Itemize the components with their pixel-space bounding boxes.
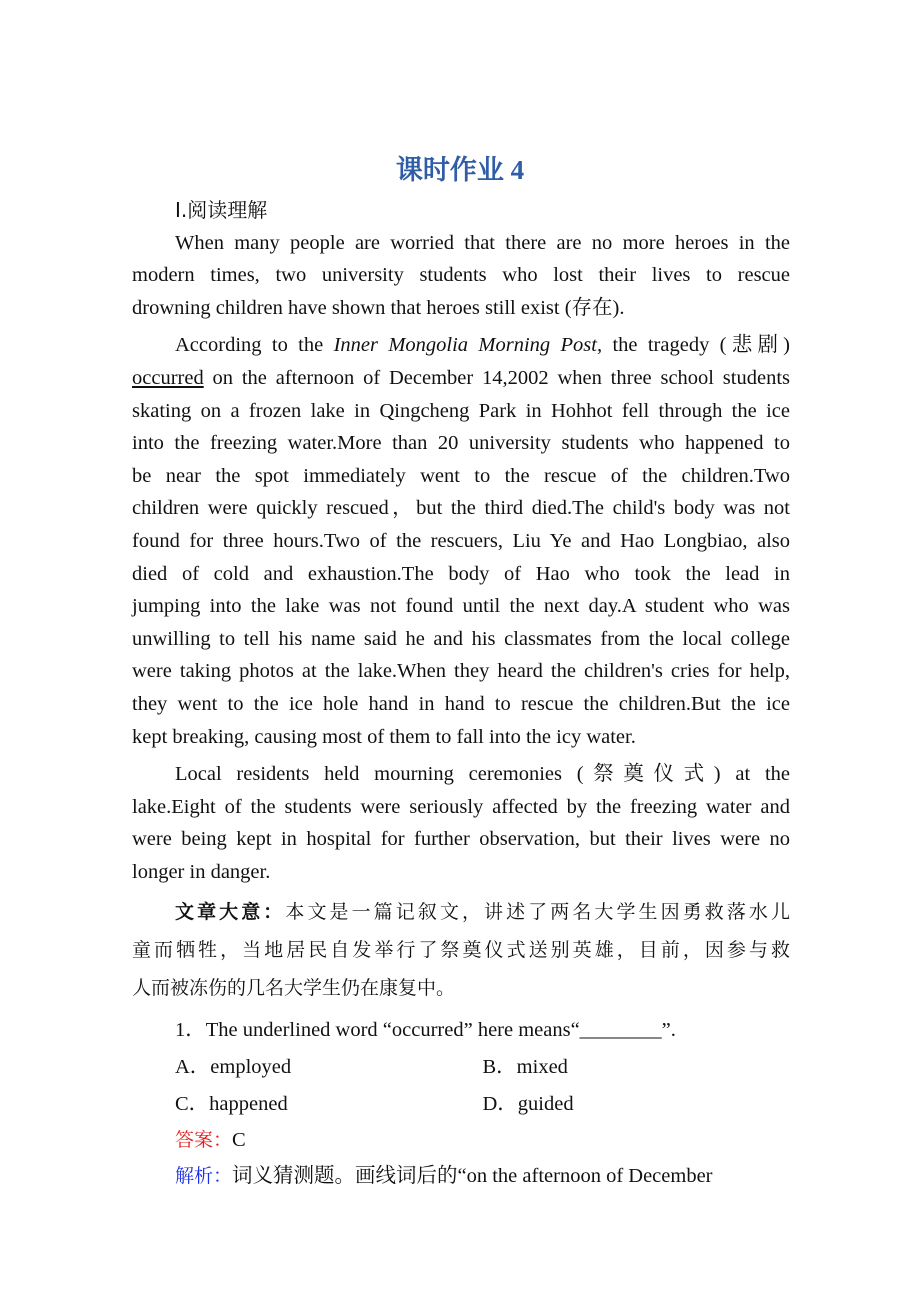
text-line bbox=[132, 362, 790, 395]
analysis-line bbox=[132, 1158, 790, 1194]
text: 本文是一篇记叙文，讲述了两名大学生因勇救落水儿 bbox=[285, 901, 790, 924]
text-line: died of cold and exhaustion.The body of Hao who took the lead in bbox=[132, 562, 790, 585]
text: According to the bbox=[175, 334, 334, 357]
text-line: drowning children have shown that heroes still exist (存在). bbox=[132, 296, 625, 319]
paragraph-1 bbox=[132, 227, 790, 325]
text-line: kept breaking, causing most of them to fall into the icy water. bbox=[132, 725, 636, 748]
option-d: D．guided bbox=[482, 1092, 574, 1115]
text-line: skating on a frozen lake in Qingcheng Park in Hohhot fell through the ice bbox=[132, 399, 790, 422]
underlined-word: occurred bbox=[132, 366, 204, 389]
text-line: found for three hours.Two of the rescuers, Liu Ye and Hao Longbiao, also bbox=[132, 529, 790, 552]
text-line: 人而被冻伤的几名大学生仍在康复中。 bbox=[132, 977, 456, 1000]
option-b: B．mixed bbox=[482, 1056, 568, 1079]
analysis-text: 词义猜测题。画线词后的“on the afternoon of December bbox=[232, 1165, 713, 1188]
answer-label: 答案： bbox=[175, 1129, 233, 1152]
text-line: 童而牺牲，当地居民自发举行了祭奠仪式送别英雄，目前，因参与救 bbox=[132, 939, 790, 962]
options-row bbox=[132, 1049, 790, 1086]
answer-line bbox=[132, 1122, 790, 1158]
paragraph-2 bbox=[132, 329, 790, 753]
paragraph-3 bbox=[132, 758, 790, 888]
text-line: were taking photos at the lake.When they heard the children's cries for help, bbox=[132, 660, 790, 683]
text-line: Local residents held mourning ceremonies (祭奠仪式) at the bbox=[175, 763, 790, 786]
page-title: 课时作业 4 bbox=[395, 155, 525, 185]
document-body bbox=[132, 194, 790, 1194]
text-line bbox=[132, 329, 790, 362]
summary-label: 文章大意： bbox=[175, 901, 286, 924]
text-line: children were quickly rescued，but the third died.The child's body was not bbox=[132, 497, 790, 520]
options-row bbox=[132, 1086, 790, 1123]
text-line: they went to the ice hole hand in hand to rescue the children.But the ice bbox=[132, 692, 790, 715]
summary bbox=[132, 893, 790, 1007]
question-text: 1．The underlined word “occurred” here means“________”. bbox=[175, 1019, 676, 1042]
option-a: A．employed bbox=[175, 1056, 292, 1079]
question-1 bbox=[132, 1012, 790, 1194]
text: on the afternoon of December 14,2002 when three school students bbox=[203, 366, 790, 389]
text-line: into the freezing water.More than 20 university students who happened to bbox=[132, 432, 790, 455]
answer-value: C bbox=[232, 1129, 246, 1152]
option-c: C．happened bbox=[175, 1092, 288, 1115]
section-heading: Ⅰ.阅读理解 bbox=[175, 198, 268, 222]
text-line: When many people are worried that there are no more heroes in the bbox=[175, 231, 790, 254]
text-line: jumping into the lake was not found until the next day.A student who was bbox=[132, 595, 790, 618]
text-line bbox=[132, 893, 790, 931]
analysis-label: 解析： bbox=[175, 1165, 233, 1188]
text-line: modern times, two university students who lost their lives to rescue bbox=[132, 264, 790, 287]
text-line: unwilling to tell his name said he and his classmates from the local college bbox=[132, 627, 790, 650]
text: the tragedy (悲剧) bbox=[602, 334, 791, 357]
text-line: lake.Eight of the students were seriously affected by the freezing water and bbox=[132, 795, 790, 818]
text-line: be near the spot immediately went to the rescue of the children.Two bbox=[132, 464, 790, 487]
text-line: longer in danger. bbox=[132, 860, 271, 883]
newspaper-name: Inner Mongolia Morning Post, bbox=[333, 334, 603, 357]
text-line: were being kept in hospital for further observation, but their lives were no bbox=[132, 828, 790, 851]
